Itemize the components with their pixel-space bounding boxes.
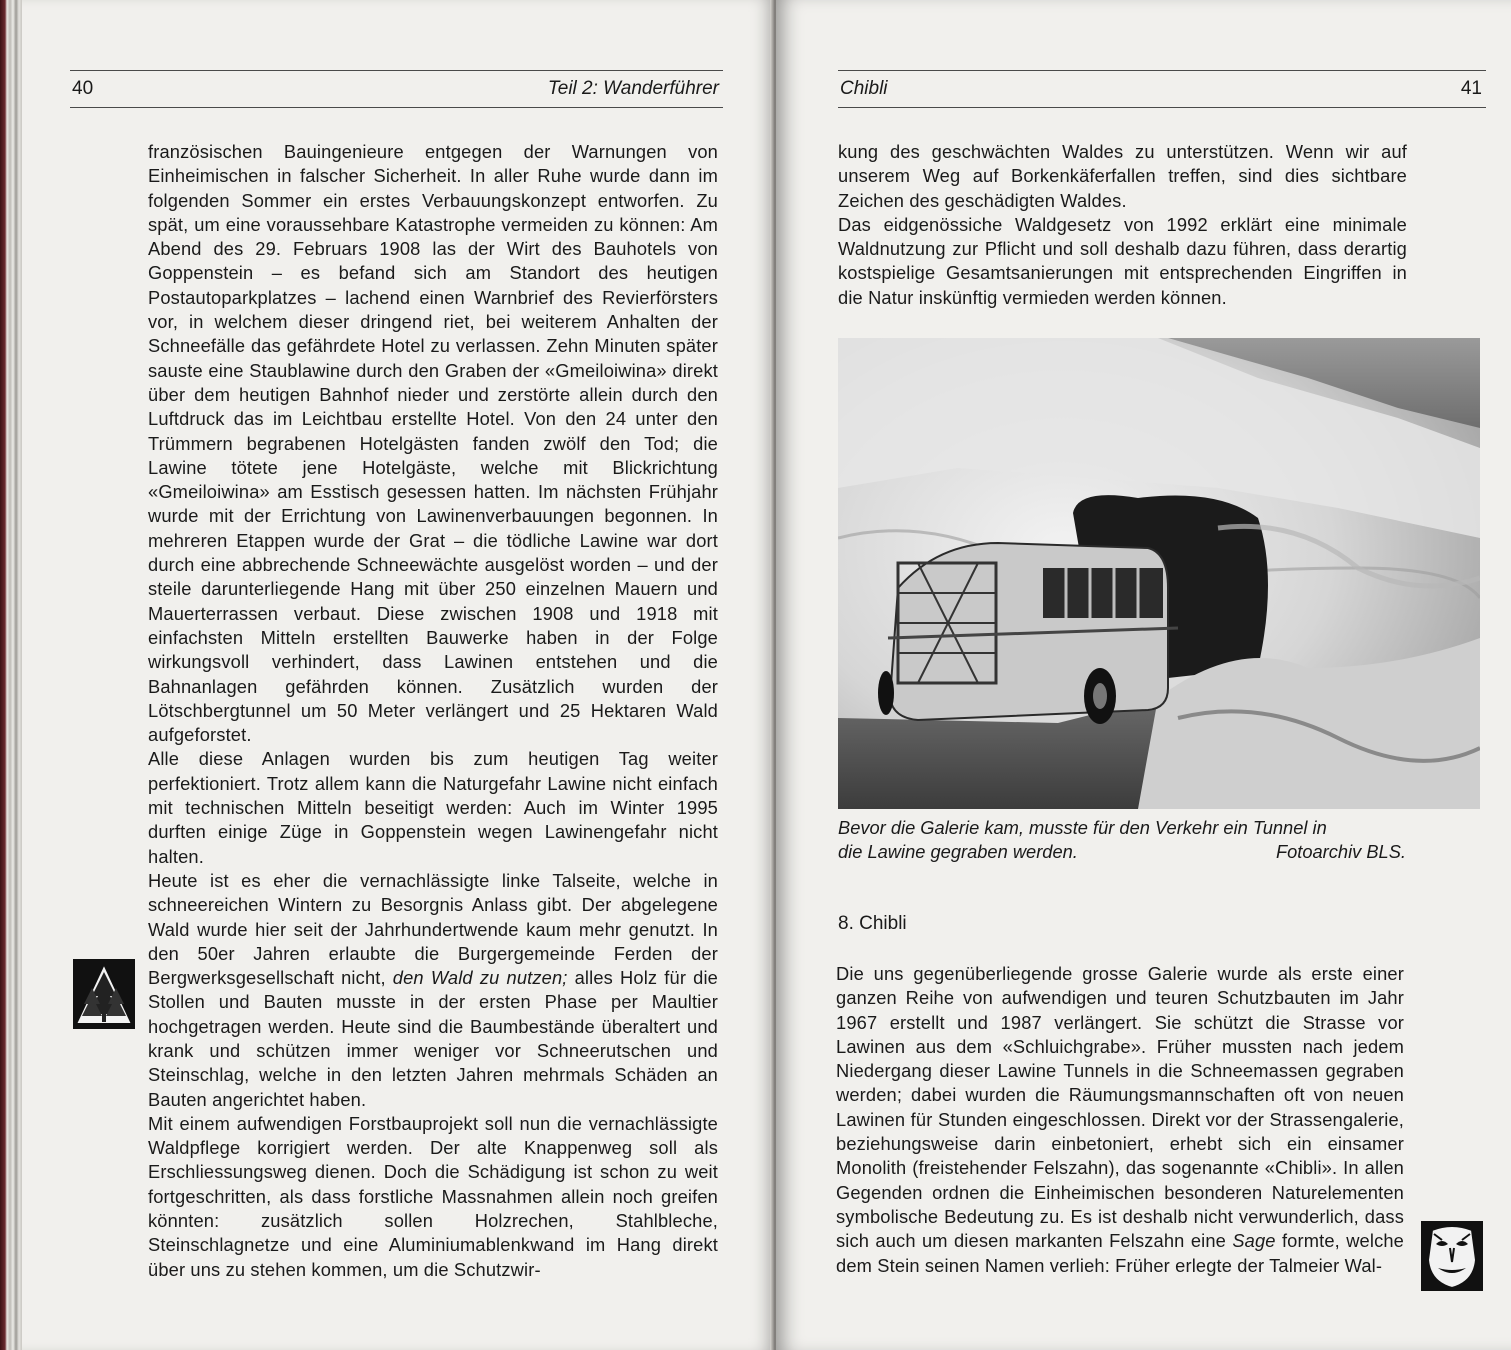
running-title-right: Chibli <box>840 78 888 99</box>
book-edge <box>0 0 22 1350</box>
mask-face-icon <box>1420 1220 1484 1292</box>
bus-in-avalanche-tunnel-photo <box>838 338 1480 809</box>
paragraph: französischen Bauingenieure entgegen der Warnungen von Einheimischen in falscher Sicherheit. In aller Ruhe wurde dann im folgenden Sommer ein erstes Verbauungskonzept entworfen. Zu spät, um eine voraussehbare Katastrophe vermeiden zu können: Am Abend des 29. Februars 1908 las der Wirt des Bauhotels von Goppenstein – es befand sich am Standort des heutigen Postautoparkplatzes – lachend einen Warnbrief des Revierförsters vor, in welchem dieser dringend riet, bei weiterem Anhalten der Schneefälle das gefährdete Hotel zu verlassen. Zehn Minuten später sauste eine Staublawine durch den Graben der «Gmeiloiwina» direkt über dem heutigen Bahnhof nieder und zerstörte allein durch den Luftdruck das im Leichtbau erstellte Hotel. Von den 24 unter den Trümmern begrabenen Hotelgästen fanden zwölf den Tod; die Lawine tötete jene Hotelgäste, welche mit Blickrichtung «Gmeiloiwina» am Esstisch gesessen hatten. Im nächsten Frühjahr wurde mit der Errichtung von Lawinenverbauungen begonnen. In mehreren Etappen wurde der Grat – die tödliche Lawine war dort durch eine abbrechende Schneewächte ausgelöst worden – und der steile darunterliegende Hang mit über 250 einzelnen Mauern und Mauerterrassen verbaut. Diese zwischen 1908 und 1918 mit einfachsten Mitteln erstellten Bauwerke haben in der Folge wirkungsvoll verhindert, dass Lawinen entstehen und die Bahnanlagen gefährden können. Zusätzlich wurden der Lötschbergtunnel um 50 Meter verlängert und 25 Hektaren Wald aufgeforstet. <box>148 141 718 746</box>
section-heading: 8. Chibli <box>838 913 907 934</box>
caption-line <box>838 840 1406 864</box>
right-intro-text <box>838 140 1407 310</box>
paragraph <box>836 962 1404 1278</box>
text-run: formte, welche dem Stein seinen Namen verlieh: Früher erlegte der Talmeier Wal- <box>836 1230 1404 1276</box>
caption-line: Bevor die Galerie kam, musste für den Verkehr ein Tunnel in <box>838 817 1327 838</box>
header-rule-bottom-right <box>838 107 1486 108</box>
paragraph <box>148 869 718 1112</box>
paragraph: Das eidgenössiche Waldgesetz von 1992 erklärt eine minimale Waldnutzung zur Pflicht und soll deshalb dazu führen, dass derartig kostspielige Gesamtsanierungen mit entsprechenden Eingriffen in die Natur inskünftig vermieden werden können. <box>838 213 1407 308</box>
header-rule-bottom-left <box>70 107 723 108</box>
paragraph: Mit einem aufwendigen Forstbauprojekt soll nun die vernachlässigte Waldpflege korrigiert werden. Der alte Knappenweg soll als Erschliessungsweg dienen. Doch die Schädigung ist schon zu weit fortgeschritten, als dass forstliche Massnahmen allein noch greifen könnten: zusätzlich sollen Holzrechen, Stahlbleche, Steinschlagnetze und eine Aluminiumablenkwand im Hang direkt über uns zu stehen kommen, um die Schutzwir- <box>148 1112 718 1280</box>
header-rule-top-right <box>838 70 1486 71</box>
photo-caption <box>838 816 1406 864</box>
right-section-text <box>836 962 1404 1278</box>
emphasis: Sage <box>1232 1230 1276 1252</box>
text-run: Heute ist es eher die vernachlässigte linke Talseite, welche in schneereichen Wintern zu Besorgnis Anlass gibt. Der abgelegene Wald wurde hier seit der Jahrhundertwende kaum mehr genutzt. In den 50er Jahren erlaubte die Burgergemeinde Ferden der Bergwerksgesellschaft nicht, <box>148 869 718 989</box>
running-title-left: Teil 2: Wanderführer <box>547 78 719 99</box>
page-number-left: 40 <box>72 78 94 99</box>
text-run: alles Holz für die Stollen und Bauten musste in der ersten Phase per Maultier hochgetragen werden. Heute sind die Baumbestände überaltert und krank und schützen immer weniger vor Schneerutschen und Steinschlag, welche in den letzten Jahren mehrmals Schäden an Bauten angerichtet haben. <box>148 967 718 1110</box>
emphasis: den Wald zu nutzen; <box>392 967 568 989</box>
paragraph: kung des geschwächten Waldes zu unterstützen. Wenn wir auf unserem Weg auf Borkenkäferfallen treffen, sind dies sichtbare Zeichen des geschädigten Waldes. <box>838 141 1407 211</box>
header-rule-top-left <box>70 70 723 71</box>
left-body-text <box>148 140 718 1282</box>
text-run: Die uns gegenüberliegende grosse Galerie wurde als erste einer ganzen Reihe von aufwendigen und teuren Schutzbauten im Jahr 1967 erstellt und 1987 verlängert. Sie schützt die Strasse vor Lawinen aus dem «Schluichgrabe». Früher mussten nach jedem Niedergang dieser Lawine Tunnels in die Schneemassen gegraben werden; dabei wurden die Räumungsmannschaften oft von neuen Lawinen für Stunden eingeschlossen. Direkt vor der Strassengalerie, beziehungsweise darin einbetoniert, erhebt sich ein einsamer Monolith (freistehender Felszahn), das sogenannte «Chibli». In allen Gegenden ordnen die Einheimischen besonderen Naturelementen symbolische Bedeutung zu. Es ist deshalb nicht verwunderlich, dass sich auch um diesen markanten Felszahn eine <box>836 963 1404 1252</box>
paragraph: Alle diese Anlagen wurden bis zum heutigen Tag weiter perfektioniert. Trotz allem kann die Naturgefahr Lawine nicht einfach mit technischen Mitteln beseitigt werden: Auch im Winter 1995 durften einige Züge in Goppenstein wegen Lawinengefahr nicht halten. <box>148 748 718 867</box>
caption-text: die Lawine gegraben werden. <box>838 841 1078 862</box>
forest-triangle-icon <box>72 958 136 1030</box>
photo-credit: Fotoarchiv BLS. <box>1275 841 1406 862</box>
page-number-right: 41 <box>1460 78 1482 99</box>
